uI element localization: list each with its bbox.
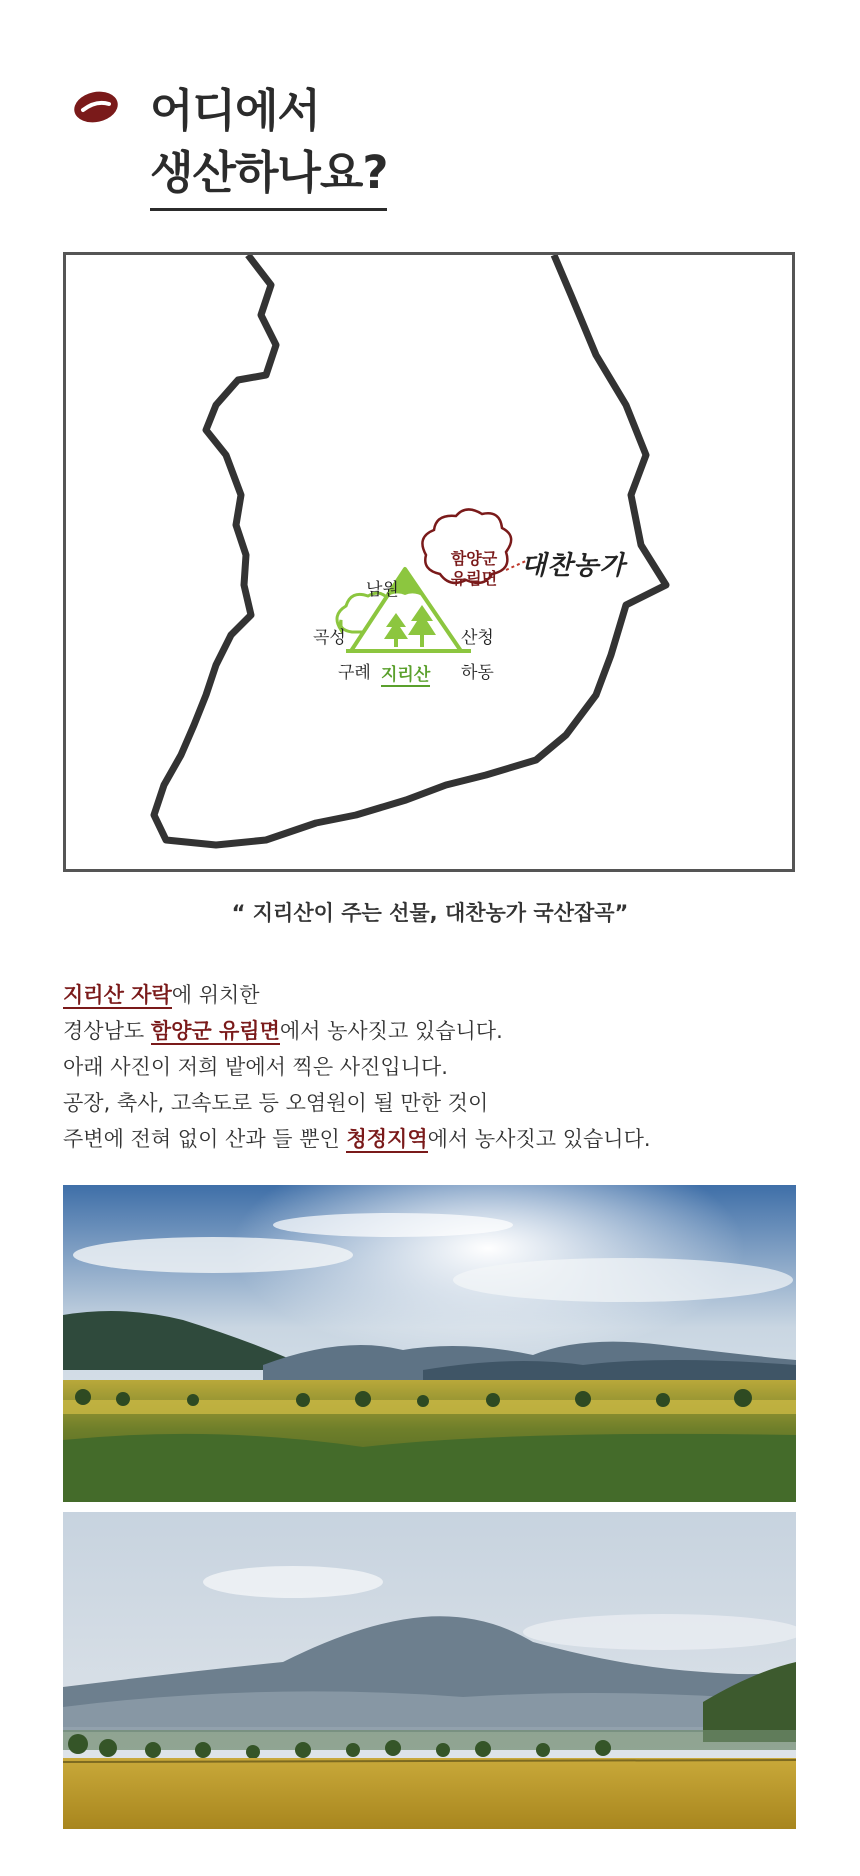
korea-map	[63, 252, 795, 872]
map-label-sancheong: 산청	[461, 628, 494, 648]
map-label-jirisan: 지리산	[381, 660, 430, 687]
farm-field-photo-1	[63, 1185, 796, 1502]
description-line-2: 경상남도 함양군 유림면에서 농사짓고 있습니다.	[63, 1019, 503, 1043]
description-paragraph	[63, 977, 651, 1157]
map-region-label: 함양군 유림면	[450, 549, 498, 588]
title-line-2: 생산하나요?	[150, 142, 387, 211]
map-label-gurye: 구례	[338, 663, 371, 683]
bullet-icon	[73, 90, 119, 124]
title-line-1: 어디에서	[150, 84, 320, 137]
map-label-hadong: 하동	[461, 663, 494, 683]
description-line-1: 지리산 자락에 위치한	[63, 983, 260, 1007]
map-brand-label: 대찬농가	[521, 551, 626, 581]
description-line-3: 아래 사진이 저희 밭에서 찍은 사진입니다.	[63, 1055, 448, 1079]
description-line-4: 공장, 축사, 고속도로 등 오염원이 될 만한 것이	[63, 1091, 489, 1115]
map-label-gokseong: 곡성	[313, 628, 346, 648]
page-title	[150, 80, 387, 211]
map-caption: “ 지리산이 주는 선물, 대찬농가 국산잡곡”	[231, 901, 629, 925]
description-line-5: 주변에 전혀 없이 산과 들 뿐인 청정지역에서 농사짓고 있습니다.	[63, 1127, 651, 1151]
farm-field-photo-2	[63, 1512, 796, 1829]
map-label-namwon: 남원	[366, 580, 399, 600]
korea-outline-icon	[66, 255, 795, 872]
